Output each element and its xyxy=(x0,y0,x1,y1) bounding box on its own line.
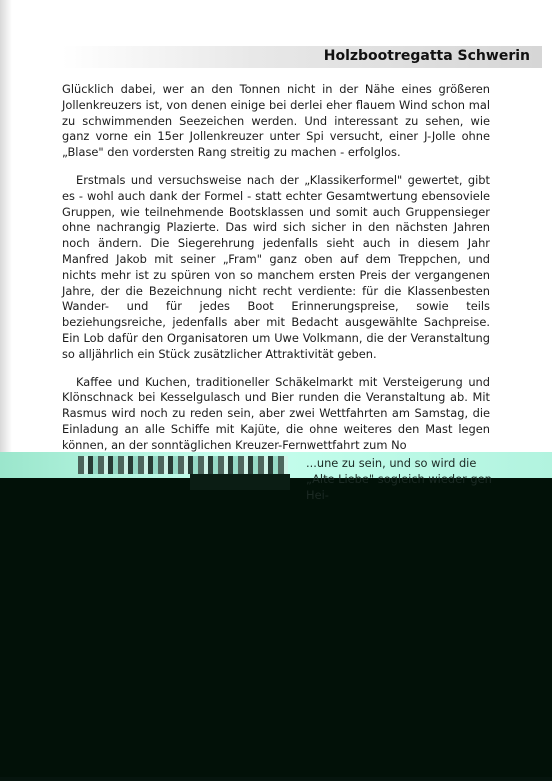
page-bottom-edge xyxy=(0,777,552,781)
partial-text-overlay xyxy=(306,456,506,503)
article-body xyxy=(62,82,490,466)
page-edge-shadow xyxy=(0,0,12,460)
paragraph-1: Glücklich dabei, wer an den Tonnen nicht in der Nähe eines größeren Jollenkreuzers ist, von denen einige bei derlei eher flauem Wind schon mal zu schwimmenden Seezeichen werden. Und interessant zu sehen, wie ganz vorne ein 15er Jollenkreuzer unter Spi versucht, einer J-Jolle ohne „Blase" den vordersten Rang streitig zu machen - erfolglos. xyxy=(62,82,490,160)
overlay-line-2: „Alte Liebe" sogleich wieder gen Hei- xyxy=(306,471,492,502)
corrupted-block xyxy=(190,474,290,490)
paragraph-3: Kaffee und Kuchen, traditioneller Schäkelmarkt mit Versteigerung und Klönschnack bei Kesselgulasch und Bier runden die Veranstaltung ab. Mit Rasmus wird noch zu reden sein, aber zwei Wettfahrten am Samstag, die Einladung an alle Schiffe mit Kajüte, die ohne weiteres den Mast legen können, an der sonntäglichen Kreuzer-Fernwettfahrt zum No xyxy=(62,374,490,452)
page-header-title: Holzbootregatta Schwerin xyxy=(323,48,530,64)
overlay-line-1: ...une zu sein, und so wird die xyxy=(306,456,477,470)
paragraph-2: Erstmals und versuchsweise nach der „Klassikerformel" gewertet, gibt es - wohl auch dank der Formel - statt echter Gesamtwertung ebensoviele Gruppen, wie teilnehmende Bootsklassen und somit auch Gruppensieger ohne nachrangig Plazierte. Das wird sich sicher in den nächsten Jahren noch ändern. Die Siegerehrung jedenfalls sieht auch in diesem Jahr Manfred Jakob mit seiner „Fram" ganz oben auf dem Treppchen, und nichts mehr ist zu spüren von so manchem ersten Preis der vergangenen Jahre, der die Bezeichnung nicht recht verdiente: für die Klassenbesten Wander- und für jedes Boot Erinnerungspreise, sowie teils beziehungsreiche, jedenfalls aber mit Bedacht ausgewählte Sachpreise. Ein Lob dafür den Organisatoren um Uwe Volkmann, die der Veranstaltung so alljährlich ein Stück zusätzlicher Attraktivität geben. xyxy=(62,172,490,361)
running-header xyxy=(62,46,542,68)
corrupted-photo-strip xyxy=(78,456,288,474)
